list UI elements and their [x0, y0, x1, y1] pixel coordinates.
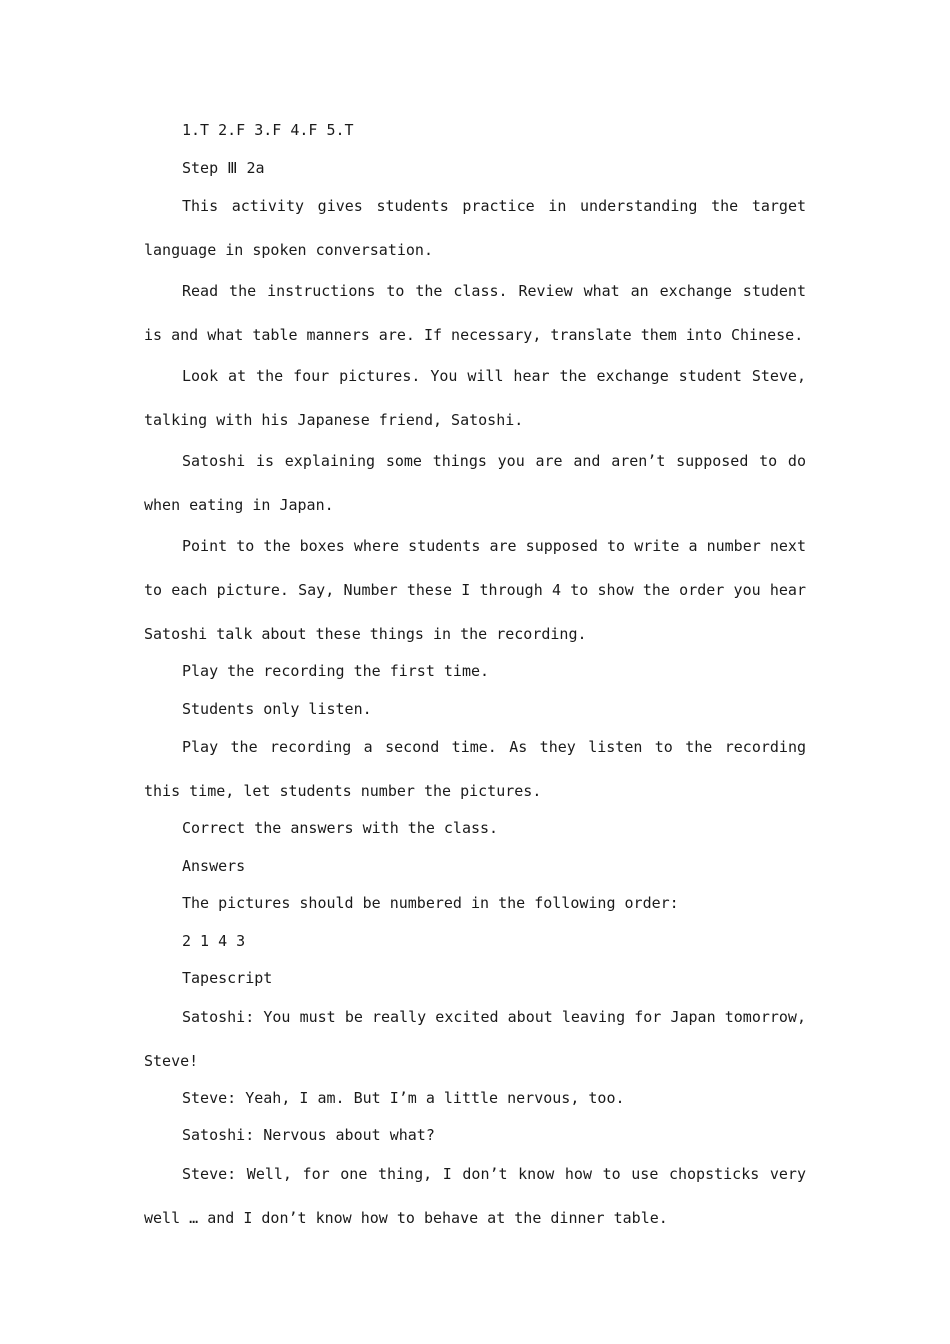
- step-heading: Step Ⅲ 2a: [182, 158, 265, 177]
- pictures-paragraph: Look at the four pictures. You will hear the exchange student Steve, talking with his Japanese friend, Satoshi.: [144, 367, 806, 429]
- satoshi-explaining-paragraph: Satoshi is explaining some things you are and aren’t supposed to do when eating in Japan.: [144, 452, 806, 514]
- play-first-line: Play the recording the first time.: [182, 662, 490, 680]
- instructions-paragraph: Read the instructions to the class. Review what an exchange student is and what table manners are. If necessary, translate them into Chinese.: [144, 282, 806, 344]
- dialogue-line: Steve: Yeah, I am. But I’m a little nervous, too.: [182, 1088, 625, 1107]
- tapescript-heading: Tapescript: [182, 969, 273, 987]
- order-instruction-line: The pictures should be numbered in the following order:: [182, 894, 679, 912]
- answer-order-line: 2 1 4 3: [182, 931, 246, 950]
- answer-key-line: 1.T 2.F 3.F 4.F 5.T: [182, 121, 354, 139]
- activity-description: This activity gives students practice in understanding the target language in spoken conversation.: [144, 197, 806, 259]
- students-listen-line: Students only listen.: [182, 699, 372, 718]
- document-body: [144, 112, 806, 1237]
- dialogue-line: Steve: Well, for one thing, I don’t know how to use chopsticks very well … and I don’t know how to behave at the dinner table.: [144, 1164, 806, 1227]
- answers-heading: Answers: [182, 856, 246, 875]
- dialogue-line: Satoshi: You must be really excited about leaving for Japan tomorrow, Steve!: [144, 1007, 806, 1070]
- dialogue-line: Satoshi: Nervous about what?: [182, 1126, 435, 1144]
- play-second-paragraph: Play the recording a second time. As they listen to the recording this time, let students number the pictures.: [144, 738, 806, 800]
- numbering-paragraph: Point to the boxes where students are supposed to write a number next to each picture. Say, Number these I through 4 to show the order you hear Satoshi talk about these things in the recording.: [144, 537, 806, 643]
- correct-answers-line: Correct the answers with the class.: [182, 819, 499, 837]
